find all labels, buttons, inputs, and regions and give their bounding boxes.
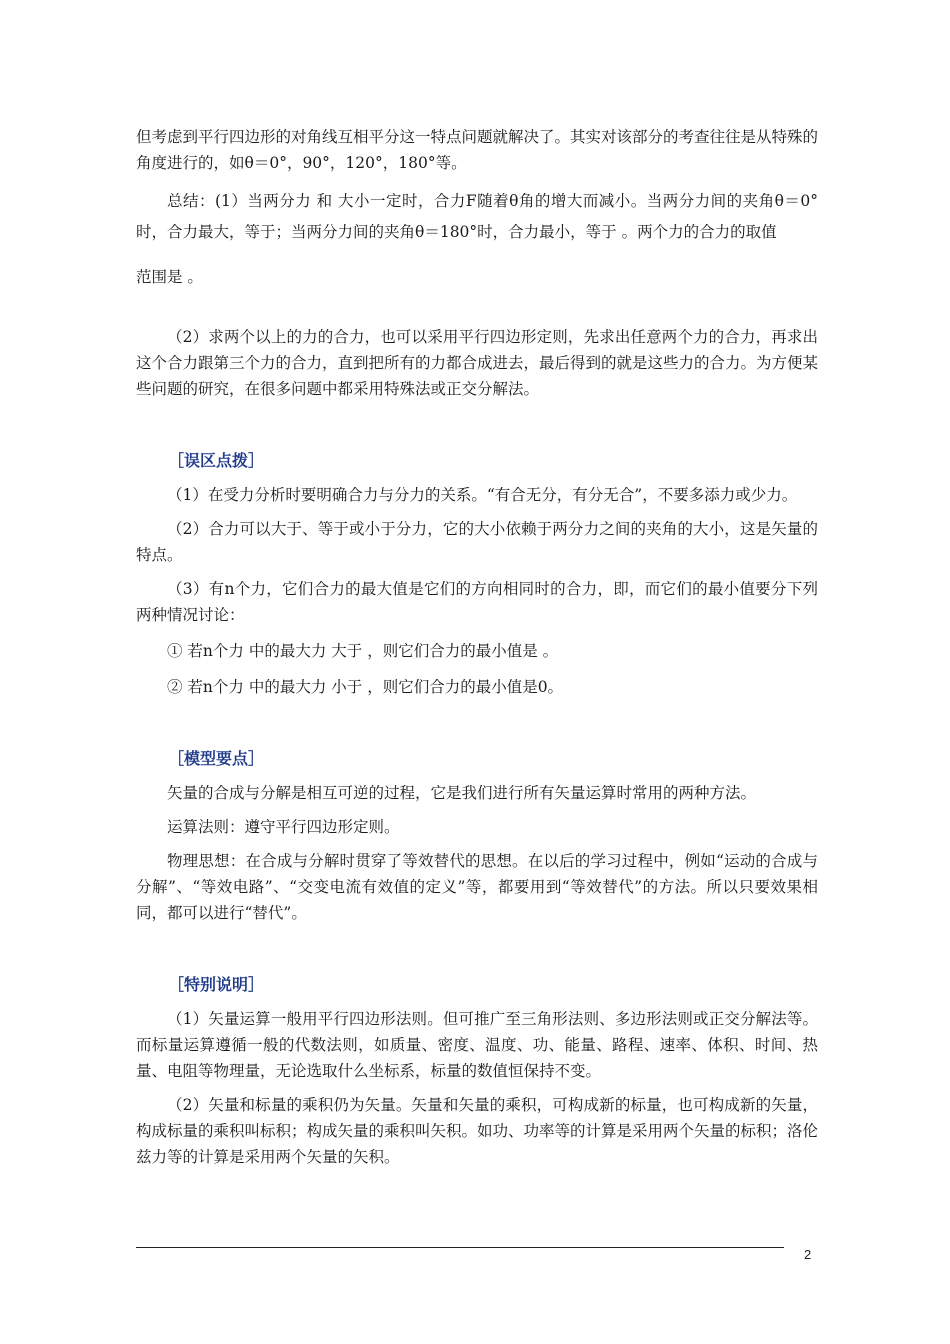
misconception-case-1: ① 若n个力 中的最大力 大于 ，则它们合力的最小值是 。 bbox=[167, 642, 559, 660]
heading-model-points: ［模型要点］ bbox=[168, 749, 265, 768]
special-item-1: （1）矢量运算一般用平行四边形法则。但可推广至三角形法则、多边形法则或正交分解法等。而标量运算遵循一般的代数法则，如质量、密度、温度、功、能量、路程、速率、体积、时间、热量、电阻等物理量，无论选取什么坐标系，标量的数值恒保持不变。 bbox=[136, 1010, 818, 1080]
model-line-2: 运算法则：遵守平行四边形定则。 bbox=[167, 818, 400, 836]
paragraph-multi-force: （2）求两个以上的力的合力，也可以采用平行四边形定则，先求出任意两个力的合力，再求出这个合力跟第三个力的合力，直到把所有的力都合成进去，最后得到的就是这些力的合力。为方便某些问题的研究，在很多问题中都采用特殊法或正交分解法。 bbox=[136, 328, 819, 398]
misconception-item-2: （2）合力可以大于、等于或小于分力，它的大小依赖于两分力之间的夹角的大小，这是矢量的特点。 bbox=[136, 520, 818, 564]
misconception-case-2: ② 若n个力 中的最大力 小于 ，则它们合力的最小值是0。 bbox=[167, 678, 564, 696]
paragraph-range: 范围是 。 bbox=[136, 268, 203, 286]
page-content bbox=[136, 124, 818, 1170]
page-number: 2 bbox=[804, 1247, 812, 1262]
model-line-3: 物理思想：在合成与分解时贯穿了等效替代的思想。在以后的学习过程中，例如“运动的合成与分解”、“等效电路”、“交变电流有效值的定义”等，都要用到“等效替代”的方法。所以只要效果相同，都可以进行“替代”。 bbox=[136, 852, 818, 922]
heading-misconceptions: ［误区点拨］ bbox=[168, 451, 265, 470]
heading-special-notes: ［特别说明］ bbox=[168, 975, 265, 994]
footer-divider bbox=[136, 1247, 784, 1248]
misconception-item-1: （1）在受力分析时要明确合力与分力的关系。“有合无分，有分无合”，不要多添力或少力。 bbox=[167, 486, 798, 504]
model-line-1: 矢量的合成与分解是相互可逆的过程，它是我们进行所有矢量运算时常用的两种方法。 bbox=[167, 784, 757, 802]
special-item-2: （2）矢量和标量的乘积仍为矢量。矢量和矢量的乘积，可构成新的标量，也可构成新的矢量，构成标量的乘积叫标积；构成矢量的乘积叫矢积。如功、功率等的计算是采用两个矢量的标积；洛伦兹力等的计算是采用两个矢量的矢积。 bbox=[136, 1096, 819, 1166]
misconception-item-3: （3）有n个力，它们合力的最大值是它们的方向相同时的合力，即，而它们的最小值要分下列两种情况讨论： bbox=[136, 580, 818, 624]
paragraph-parallelogram-note: 但考虑到平行四边形的对角线互相平分这一特点问题就解决了。其实对该部分的考查往往是从特殊的角度进行的，如θ＝0°，90°，120°，180°等。 bbox=[136, 128, 819, 172]
paragraph-summary: 总结：(1）当两分力 和 大小一定时，合力F随着θ角的增大而减小。当两分力间的夹角θ＝0°时，合力最大，等于；当两分力间的夹角θ＝180°时，合力最小，等于 。两个力的合力的取值 bbox=[136, 192, 818, 241]
